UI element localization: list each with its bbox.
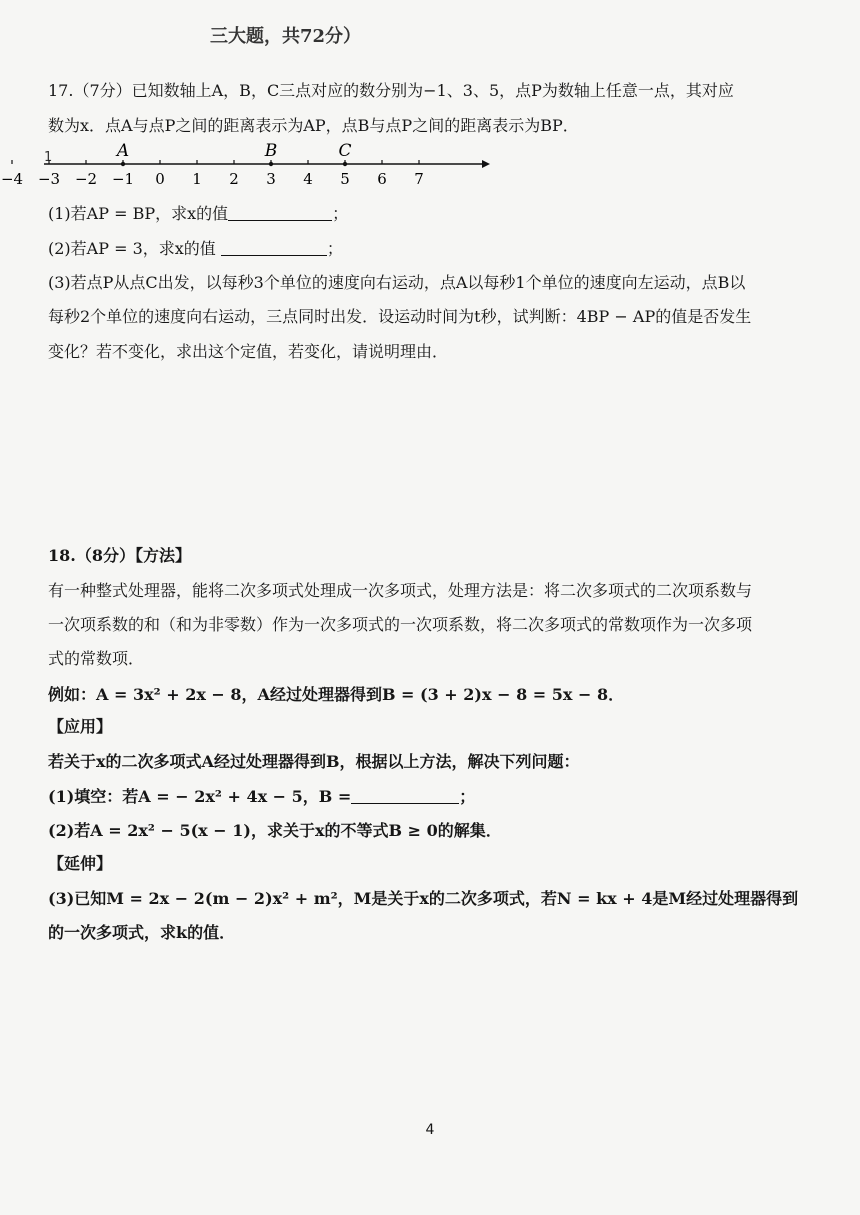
q18-part2: (2)若A = 2x² − 5(x − 1)，求关于x的不等式B ≥ 0的解集． [48, 821, 502, 840]
q18-title: 18.（8分）【方法】 [48, 546, 191, 565]
tick-label: 3 [266, 170, 276, 188]
q17-part2-end: ； [326, 239, 343, 258]
number-line-arrow-icon [482, 160, 490, 168]
tick-label: 4 [303, 170, 313, 188]
q17-part1-answer-blank[interactable] [228, 204, 332, 221]
q17-part3-line1: (3)若点P从点C出发，以每秒3个单位的速度向右运动，点A以每秒1个单位的速度向左运动，点B以 [48, 273, 746, 292]
number-line-diagram [0, 140, 500, 192]
q17-part3-line3: 变化？若不变化，求出这个定值，若变化，请说明理由． [48, 342, 449, 361]
q18-method-line2: 一次项系数的和（和为非零数）作为一次多项式的一次项系数，将二次多项式的常数项作为一次多项 [48, 615, 753, 634]
tick-label: 6 [377, 170, 387, 188]
point-label-b: B [264, 141, 278, 161]
q18-apply-heading: 【应用】 [48, 717, 113, 736]
q17-part2-answer-blank[interactable] [221, 239, 327, 256]
q18-part3-line1: (3)已知M = 2x − 2(m − 2)x² + m²，M是关于x的二次多项式，若N = kx + 4是M经过处理器得到 [48, 889, 799, 908]
q17-part1-end: ； [332, 204, 349, 223]
q18-part1 [48, 786, 830, 808]
tick-label: −3 [37, 170, 61, 188]
q18-extend-heading: 【延伸】 [48, 854, 113, 873]
tick-label: 0 [155, 170, 165, 188]
point-label-a: A [116, 141, 130, 161]
q18-part1-answer-blank[interactable] [351, 787, 459, 804]
q18-method-line3: 式的常数项． [48, 649, 145, 668]
q17-part2-text: (2)若AP = 3，求x的值 [48, 239, 216, 258]
q17-part3-line2: 每秒2个单位的速度向右运动，三点同时出发．设运动时间为t秒，试判断：4BP − AP的值是否发生 [48, 307, 752, 326]
q17-stem-line2: 数为x．点A与点P之间的距离表示为AP，点B与点P之间的距离表示为BP． [48, 116, 579, 135]
tick-label: −2 [74, 170, 98, 188]
q18-part1-text: (1)填空：若A = − 2x² + 4x − 5，B = [48, 787, 352, 806]
page-number: 4 [425, 1122, 435, 1138]
point-marker-c [343, 162, 347, 166]
q17-part1-text: (1)若AP = BP，求x的值 [48, 204, 229, 223]
q18-example: 例如：A = 3x² + 2x − 8，A经过处理器得到B = (3 + 2)x − 8 = 5x − 8． [48, 685, 625, 704]
tick-label: 2 [229, 170, 239, 188]
handwritten-mark: 1 [44, 150, 53, 165]
tick-label: −4 [0, 170, 24, 188]
q18-part1-end: ； [459, 787, 476, 806]
q18-apply-intro: 若关于x的二次多项式A经过处理器得到B，根据以上方法，解决下列问题： [48, 752, 580, 771]
q17-stem-line1: 17.（7分）已知数轴上A，B，C三点对应的数分别为−1、3、5，点P为数轴上任意一点，其对应 [48, 81, 734, 100]
header-fragment: 三大题，共72分） [210, 26, 362, 47]
q18-part3-line2: 的一次多项式，求k的值． [48, 923, 236, 942]
point-marker-b [269, 162, 273, 166]
tick-label: 1 [192, 170, 202, 188]
q17-part2 [48, 238, 830, 260]
tick-label: 7 [414, 170, 424, 188]
q17-part1 [48, 203, 830, 225]
point-marker-a [121, 162, 125, 166]
tick-label: −1 [111, 170, 135, 188]
tick-label: 5 [340, 170, 350, 188]
point-label-c: C [338, 141, 352, 161]
q18-method-line1: 有一种整式处理器，能将二次多项式处理成一次多项式，处理方法是：将二次多项式的二次项系数与 [48, 581, 753, 600]
